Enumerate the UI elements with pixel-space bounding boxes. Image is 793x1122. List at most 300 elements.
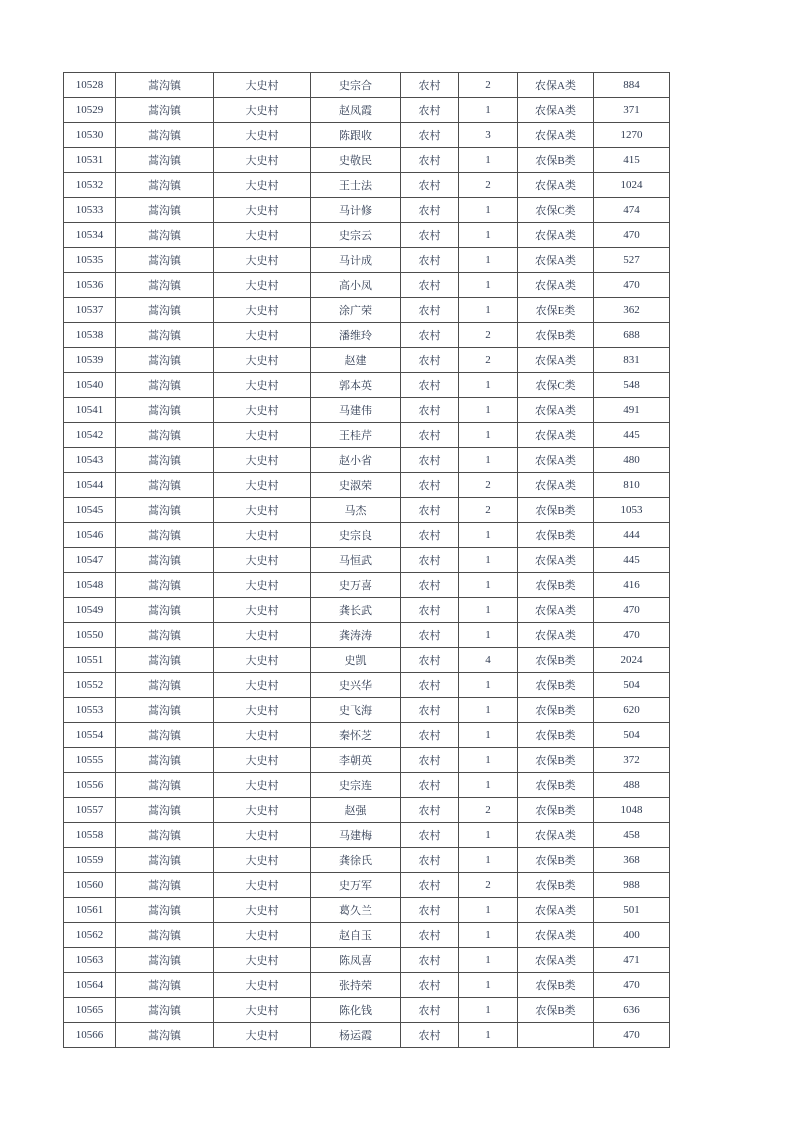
cell-village: 大史村 — [214, 748, 311, 773]
cell-village: 大史村 — [214, 898, 311, 923]
cell-village: 大史村 — [214, 1023, 311, 1048]
cell-amount: 831 — [594, 348, 670, 373]
cell-category: 农保A类 — [518, 448, 594, 473]
cell-category: 农保B类 — [518, 973, 594, 998]
cell-amount: 474 — [594, 198, 670, 223]
cell-category: 农保B类 — [518, 698, 594, 723]
cell-town: 蒿沟镇 — [116, 498, 214, 523]
cell-category: 农保A类 — [518, 923, 594, 948]
cell-residence: 农村 — [401, 348, 459, 373]
cell-name: 史万军 — [311, 873, 401, 898]
cell-village: 大史村 — [214, 173, 311, 198]
cell-village: 大史村 — [214, 698, 311, 723]
cell-town: 蒿沟镇 — [116, 898, 214, 923]
table-row — [64, 423, 670, 448]
table-row — [64, 548, 670, 573]
table-row — [64, 323, 670, 348]
cell-count: 2 — [459, 873, 518, 898]
cell-count: 1 — [459, 723, 518, 748]
cell-residence: 农村 — [401, 748, 459, 773]
cell-name: 张持荣 — [311, 973, 401, 998]
cell-serial: 10556 — [64, 773, 116, 798]
cell-amount: 371 — [594, 98, 670, 123]
cell-town: 蒿沟镇 — [116, 523, 214, 548]
cell-count: 1 — [459, 948, 518, 973]
cell-residence: 农村 — [401, 623, 459, 648]
cell-amount: 504 — [594, 723, 670, 748]
cell-category: 农保A类 — [518, 248, 594, 273]
cell-residence: 农村 — [401, 148, 459, 173]
cell-village: 大史村 — [214, 723, 311, 748]
cell-serial: 10545 — [64, 498, 116, 523]
cell-village: 大史村 — [214, 548, 311, 573]
cell-serial: 10547 — [64, 548, 116, 573]
table-row — [64, 498, 670, 523]
cell-name: 马建伟 — [311, 398, 401, 423]
cell-amount: 470 — [594, 623, 670, 648]
cell-serial: 10565 — [64, 998, 116, 1023]
cell-count: 4 — [459, 648, 518, 673]
cell-amount: 372 — [594, 748, 670, 773]
cell-amount: 548 — [594, 373, 670, 398]
cell-amount: 362 — [594, 298, 670, 323]
cell-village: 大史村 — [214, 573, 311, 598]
cell-name: 史宗良 — [311, 523, 401, 548]
table-row — [64, 248, 670, 273]
cell-count: 1 — [459, 673, 518, 698]
cell-residence: 农村 — [401, 323, 459, 348]
cell-residence: 农村 — [401, 923, 459, 948]
table-row — [64, 773, 670, 798]
cell-serial: 10536 — [64, 273, 116, 298]
cell-town: 蒿沟镇 — [116, 298, 214, 323]
cell-village: 大史村 — [214, 348, 311, 373]
cell-village: 大史村 — [214, 223, 311, 248]
cell-serial: 10546 — [64, 523, 116, 548]
cell-residence: 农村 — [401, 473, 459, 498]
cell-name: 马计修 — [311, 198, 401, 223]
cell-count: 1 — [459, 573, 518, 598]
cell-category: 农保B类 — [518, 873, 594, 898]
cell-serial: 10542 — [64, 423, 116, 448]
cell-amount: 1024 — [594, 173, 670, 198]
cell-name: 王士法 — [311, 173, 401, 198]
cell-village: 大史村 — [214, 298, 311, 323]
cell-amount: 415 — [594, 148, 670, 173]
cell-village: 大史村 — [214, 998, 311, 1023]
cell-village: 大史村 — [214, 823, 311, 848]
cell-residence: 农村 — [401, 198, 459, 223]
table-row — [64, 873, 670, 898]
cell-town: 蒿沟镇 — [116, 273, 214, 298]
cell-category: 农保A类 — [518, 123, 594, 148]
cell-town: 蒿沟镇 — [116, 973, 214, 998]
table-row — [64, 848, 670, 873]
cell-name: 史宗云 — [311, 223, 401, 248]
cell-name: 龚长武 — [311, 598, 401, 623]
table-row — [64, 298, 670, 323]
cell-town: 蒿沟镇 — [116, 98, 214, 123]
table-row — [64, 523, 670, 548]
cell-village: 大史村 — [214, 198, 311, 223]
table-row — [64, 173, 670, 198]
cell-category: 农保A类 — [518, 598, 594, 623]
cell-name: 史万喜 — [311, 573, 401, 598]
cell-category: 农保A类 — [518, 823, 594, 848]
table-row — [64, 623, 670, 648]
cell-amount: 491 — [594, 398, 670, 423]
cell-town: 蒿沟镇 — [116, 648, 214, 673]
cell-name: 史淑荣 — [311, 473, 401, 498]
table-row — [64, 748, 670, 773]
cell-serial: 10550 — [64, 623, 116, 648]
cell-residence: 农村 — [401, 698, 459, 723]
cell-village: 大史村 — [214, 273, 311, 298]
cell-name: 赵凤霞 — [311, 98, 401, 123]
table-row — [64, 598, 670, 623]
table-row — [64, 948, 670, 973]
cell-category: 农保B类 — [518, 573, 594, 598]
cell-name: 史宗合 — [311, 73, 401, 98]
cell-residence: 农村 — [401, 973, 459, 998]
table-row — [64, 823, 670, 848]
table-row — [64, 898, 670, 923]
cell-serial: 10555 — [64, 748, 116, 773]
table-row — [64, 73, 670, 98]
cell-town: 蒿沟镇 — [116, 173, 214, 198]
cell-serial: 10553 — [64, 698, 116, 723]
cell-town: 蒿沟镇 — [116, 1023, 214, 1048]
cell-category: 农保A类 — [518, 348, 594, 373]
cell-town: 蒿沟镇 — [116, 948, 214, 973]
table-row — [64, 998, 670, 1023]
table-row — [64, 348, 670, 373]
cell-count: 2 — [459, 473, 518, 498]
cell-category: 农保B类 — [518, 998, 594, 1023]
cell-name: 陈跟收 — [311, 123, 401, 148]
cell-village: 大史村 — [214, 873, 311, 898]
cell-serial: 10562 — [64, 923, 116, 948]
cell-count: 1 — [459, 398, 518, 423]
cell-town: 蒿沟镇 — [116, 773, 214, 798]
cell-name: 葛久兰 — [311, 898, 401, 923]
cell-serial: 10544 — [64, 473, 116, 498]
cell-village: 大史村 — [214, 798, 311, 823]
table-row — [64, 1023, 670, 1048]
cell-village: 大史村 — [214, 973, 311, 998]
cell-serial: 10531 — [64, 148, 116, 173]
cell-count: 2 — [459, 348, 518, 373]
cell-amount: 470 — [594, 1023, 670, 1048]
cell-town: 蒿沟镇 — [116, 623, 214, 648]
cell-residence: 农村 — [401, 398, 459, 423]
cell-village: 大史村 — [214, 848, 311, 873]
cell-category: 农保B类 — [518, 323, 594, 348]
cell-town: 蒿沟镇 — [116, 998, 214, 1023]
cell-amount: 810 — [594, 473, 670, 498]
cell-count: 2 — [459, 323, 518, 348]
cell-serial: 10566 — [64, 1023, 116, 1048]
table-row — [64, 648, 670, 673]
cell-village: 大史村 — [214, 498, 311, 523]
cell-serial: 10533 — [64, 198, 116, 223]
cell-town: 蒿沟镇 — [116, 473, 214, 498]
cell-category — [518, 1023, 594, 1048]
cell-name: 史飞海 — [311, 698, 401, 723]
cell-count: 1 — [459, 373, 518, 398]
cell-serial: 10543 — [64, 448, 116, 473]
cell-count: 1 — [459, 923, 518, 948]
cell-name: 陈化钱 — [311, 998, 401, 1023]
table-row — [64, 98, 670, 123]
cell-category: 农保A类 — [518, 398, 594, 423]
cell-village: 大史村 — [214, 323, 311, 348]
table-row — [64, 223, 670, 248]
cell-residence: 农村 — [401, 498, 459, 523]
table-row — [64, 148, 670, 173]
cell-name: 史敬民 — [311, 148, 401, 173]
cell-category: 农保C类 — [518, 373, 594, 398]
cell-name: 郭本英 — [311, 373, 401, 398]
table-row — [64, 448, 670, 473]
cell-name: 史宗连 — [311, 773, 401, 798]
cell-count: 1 — [459, 598, 518, 623]
cell-amount: 416 — [594, 573, 670, 598]
cell-serial: 10540 — [64, 373, 116, 398]
cell-village: 大史村 — [214, 473, 311, 498]
cell-village: 大史村 — [214, 948, 311, 973]
cell-residence: 农村 — [401, 248, 459, 273]
cell-town: 蒿沟镇 — [116, 398, 214, 423]
cell-count: 1 — [459, 848, 518, 873]
table-row — [64, 398, 670, 423]
cell-serial: 10551 — [64, 648, 116, 673]
cell-village: 大史村 — [214, 98, 311, 123]
cell-category: 农保B类 — [518, 523, 594, 548]
cell-amount: 470 — [594, 973, 670, 998]
cell-category: 农保A类 — [518, 473, 594, 498]
cell-name: 马计成 — [311, 248, 401, 273]
cell-amount: 988 — [594, 873, 670, 898]
cell-residence: 农村 — [401, 1023, 459, 1048]
cell-residence: 农村 — [401, 448, 459, 473]
cell-serial: 10539 — [64, 348, 116, 373]
cell-residence: 农村 — [401, 98, 459, 123]
cell-category: 农保A类 — [518, 423, 594, 448]
cell-name: 涂广荣 — [311, 298, 401, 323]
cell-village: 大史村 — [214, 523, 311, 548]
cell-town: 蒿沟镇 — [116, 598, 214, 623]
cell-town: 蒿沟镇 — [116, 673, 214, 698]
cell-name: 史凯 — [311, 648, 401, 673]
cell-town: 蒿沟镇 — [116, 698, 214, 723]
cell-name: 潘维玲 — [311, 323, 401, 348]
cell-town: 蒿沟镇 — [116, 798, 214, 823]
cell-town: 蒿沟镇 — [116, 923, 214, 948]
cell-count: 1 — [459, 623, 518, 648]
cell-category: 农保A类 — [518, 948, 594, 973]
cell-village: 大史村 — [214, 123, 311, 148]
table-row — [64, 573, 670, 598]
cell-category: 农保B类 — [518, 148, 594, 173]
cell-name: 赵建 — [311, 348, 401, 373]
cell-amount: 620 — [594, 698, 670, 723]
table-row — [64, 373, 670, 398]
cell-name: 史兴华 — [311, 673, 401, 698]
cell-residence: 农村 — [401, 298, 459, 323]
table-row — [64, 673, 670, 698]
cell-category: 农保B类 — [518, 723, 594, 748]
table-row — [64, 473, 670, 498]
cell-count: 2 — [459, 173, 518, 198]
cell-town: 蒿沟镇 — [116, 123, 214, 148]
cell-residence: 农村 — [401, 223, 459, 248]
cell-category: 农保B类 — [518, 498, 594, 523]
cell-name: 龚徐氏 — [311, 848, 401, 873]
cell-name: 赵强 — [311, 798, 401, 823]
table-row — [64, 723, 670, 748]
cell-count: 2 — [459, 498, 518, 523]
cell-count: 1 — [459, 823, 518, 848]
cell-serial: 10560 — [64, 873, 116, 898]
cell-residence: 农村 — [401, 273, 459, 298]
cell-category: 农保B类 — [518, 848, 594, 873]
cell-category: 农保B类 — [518, 648, 594, 673]
table-row — [64, 798, 670, 823]
cell-amount: 1053 — [594, 498, 670, 523]
table-body — [64, 73, 670, 1048]
cell-village: 大史村 — [214, 398, 311, 423]
cell-name: 马恒武 — [311, 548, 401, 573]
cell-residence: 农村 — [401, 648, 459, 673]
cell-town: 蒿沟镇 — [116, 223, 214, 248]
cell-amount: 458 — [594, 823, 670, 848]
cell-name: 杨运霞 — [311, 1023, 401, 1048]
cell-name: 陈凤喜 — [311, 948, 401, 973]
cell-amount: 501 — [594, 898, 670, 923]
cell-amount: 445 — [594, 423, 670, 448]
cell-count: 1 — [459, 423, 518, 448]
cell-count: 1 — [459, 698, 518, 723]
cell-town: 蒿沟镇 — [116, 573, 214, 598]
cell-residence: 农村 — [401, 523, 459, 548]
cell-count: 1 — [459, 298, 518, 323]
cell-name: 高小凤 — [311, 273, 401, 298]
records-table — [63, 72, 670, 1048]
cell-count: 1 — [459, 973, 518, 998]
cell-town: 蒿沟镇 — [116, 248, 214, 273]
cell-village: 大史村 — [214, 248, 311, 273]
cell-residence: 农村 — [401, 598, 459, 623]
cell-serial: 10534 — [64, 223, 116, 248]
cell-category: 农保B类 — [518, 748, 594, 773]
cell-category: 农保A类 — [518, 223, 594, 248]
cell-category: 农保B类 — [518, 798, 594, 823]
cell-serial: 10548 — [64, 573, 116, 598]
cell-serial: 10563 — [64, 948, 116, 973]
cell-category: 农保A类 — [518, 273, 594, 298]
cell-category: 农保A类 — [518, 98, 594, 123]
cell-residence: 农村 — [401, 898, 459, 923]
cell-amount: 884 — [594, 73, 670, 98]
cell-residence: 农村 — [401, 723, 459, 748]
cell-village: 大史村 — [214, 623, 311, 648]
cell-town: 蒿沟镇 — [116, 198, 214, 223]
cell-count: 1 — [459, 223, 518, 248]
cell-village: 大史村 — [214, 673, 311, 698]
cell-town: 蒿沟镇 — [116, 348, 214, 373]
cell-name: 马建梅 — [311, 823, 401, 848]
cell-amount: 470 — [594, 598, 670, 623]
cell-residence: 农村 — [401, 848, 459, 873]
cell-count: 1 — [459, 198, 518, 223]
cell-category: 农保B类 — [518, 773, 594, 798]
cell-name: 马杰 — [311, 498, 401, 523]
cell-amount: 470 — [594, 223, 670, 248]
cell-serial: 10528 — [64, 73, 116, 98]
cell-town: 蒿沟镇 — [116, 73, 214, 98]
cell-serial: 10541 — [64, 398, 116, 423]
cell-town: 蒿沟镇 — [116, 848, 214, 873]
cell-amount: 2024 — [594, 648, 670, 673]
cell-town: 蒿沟镇 — [116, 873, 214, 898]
table-row — [64, 698, 670, 723]
cell-village: 大史村 — [214, 448, 311, 473]
cell-village: 大史村 — [214, 773, 311, 798]
cell-count: 1 — [459, 773, 518, 798]
cell-category: 农保A类 — [518, 173, 594, 198]
cell-count: 1 — [459, 448, 518, 473]
cell-residence: 农村 — [401, 73, 459, 98]
cell-category: 农保A类 — [518, 898, 594, 923]
cell-category: 农保B类 — [518, 673, 594, 698]
cell-amount: 636 — [594, 998, 670, 1023]
cell-serial: 10557 — [64, 798, 116, 823]
cell-name: 王桂芹 — [311, 423, 401, 448]
cell-amount: 471 — [594, 948, 670, 973]
cell-town: 蒿沟镇 — [116, 548, 214, 573]
cell-category: 农保C类 — [518, 198, 594, 223]
cell-village: 大史村 — [214, 923, 311, 948]
cell-count: 1 — [459, 1023, 518, 1048]
cell-town: 蒿沟镇 — [116, 423, 214, 448]
cell-town: 蒿沟镇 — [116, 148, 214, 173]
cell-count: 1 — [459, 523, 518, 548]
cell-name: 赵小省 — [311, 448, 401, 473]
table-row — [64, 273, 670, 298]
cell-amount: 688 — [594, 323, 670, 348]
cell-amount: 445 — [594, 548, 670, 573]
cell-residence: 农村 — [401, 548, 459, 573]
table-row — [64, 198, 670, 223]
cell-name: 李朝英 — [311, 748, 401, 773]
cell-residence: 农村 — [401, 998, 459, 1023]
cell-serial: 10559 — [64, 848, 116, 873]
cell-serial: 10530 — [64, 123, 116, 148]
cell-serial: 10561 — [64, 898, 116, 923]
cell-count: 1 — [459, 148, 518, 173]
cell-town: 蒿沟镇 — [116, 373, 214, 398]
cell-serial: 10532 — [64, 173, 116, 198]
cell-serial: 10537 — [64, 298, 116, 323]
cell-residence: 农村 — [401, 123, 459, 148]
cell-serial: 10549 — [64, 598, 116, 623]
cell-residence: 农村 — [401, 773, 459, 798]
cell-amount: 368 — [594, 848, 670, 873]
cell-count: 3 — [459, 123, 518, 148]
cell-serial: 10564 — [64, 973, 116, 998]
cell-amount: 444 — [594, 523, 670, 548]
